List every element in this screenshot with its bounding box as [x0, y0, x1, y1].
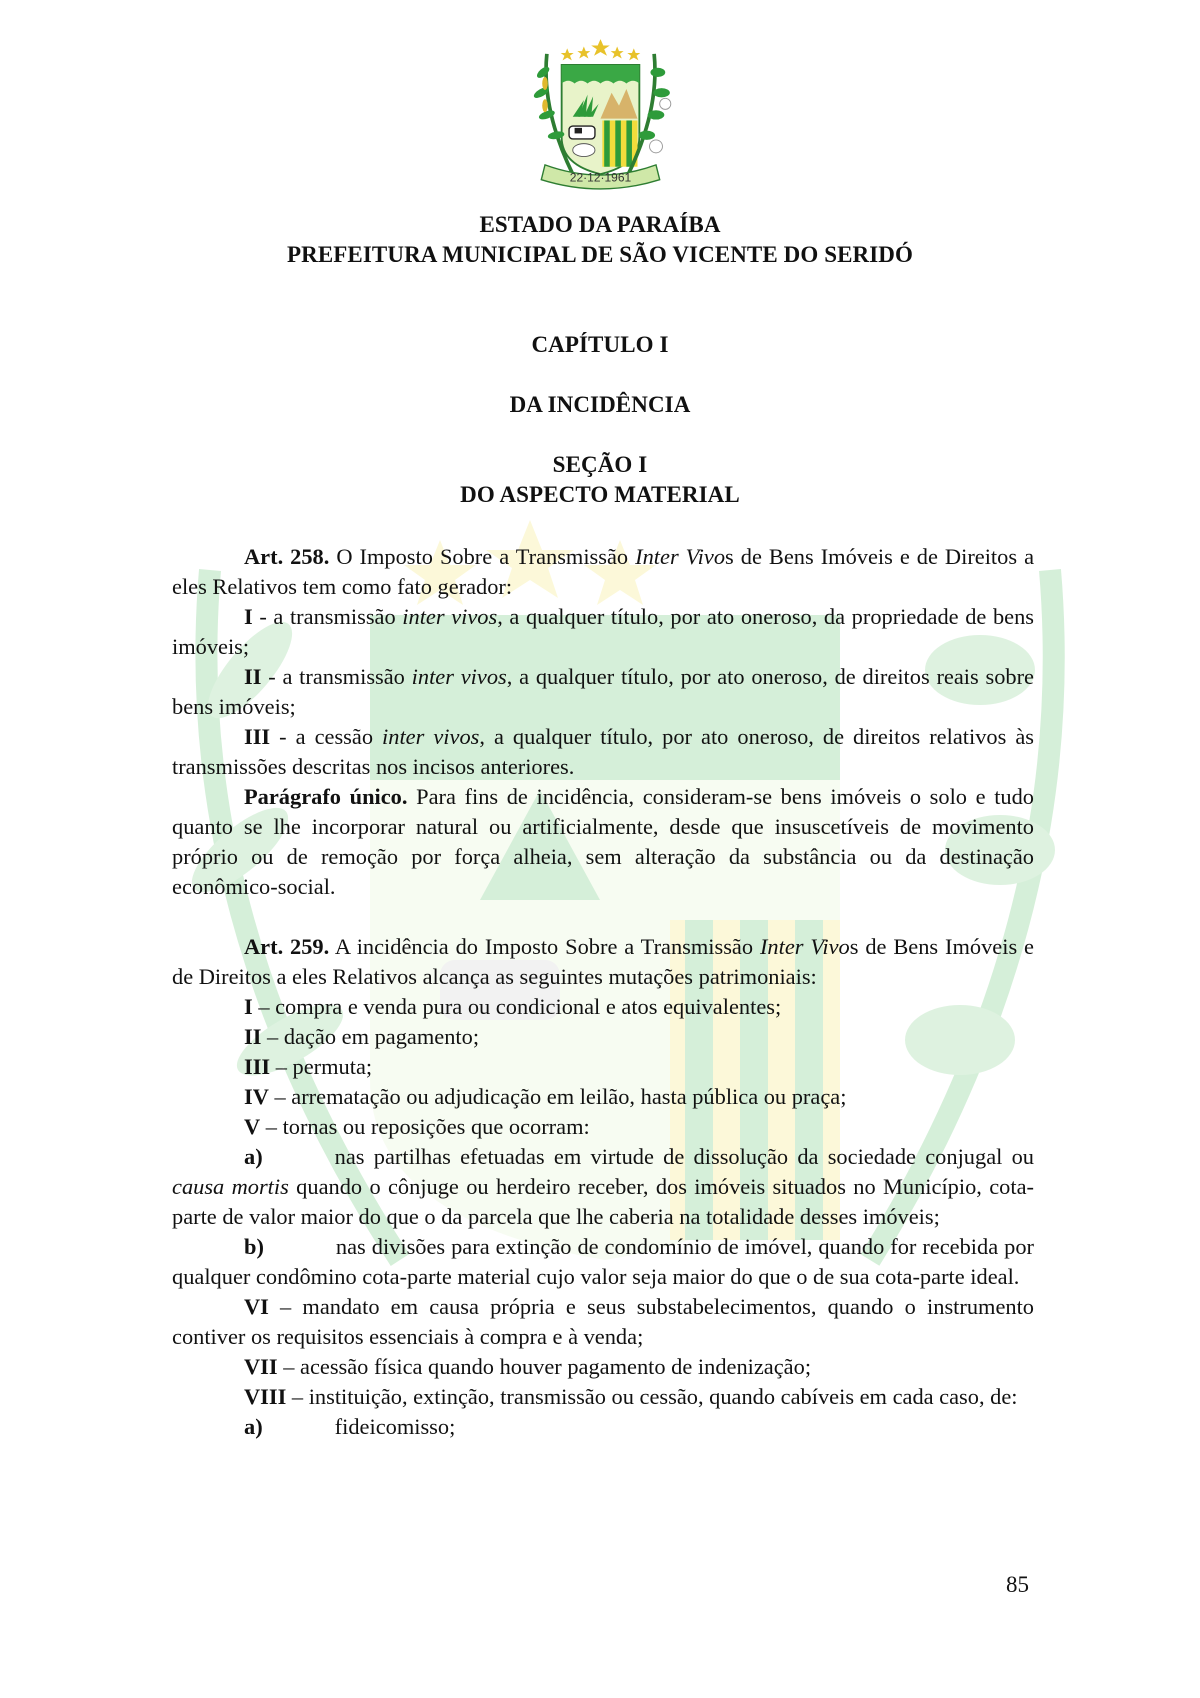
article-label: Art. 258.	[244, 544, 330, 569]
inciso: II – dação em pagamento;	[244, 1024, 480, 1049]
inciso: IV – arrematação ou adjudicação em leilão, hasta pública ou praça;	[244, 1084, 847, 1109]
inciso: III - a cessão inter vivos, a qualquer título, por ato oneroso, de direitos relativos às transmissões descritas nos incisos anteriores.	[172, 724, 1034, 779]
inciso: I – compra e venda pura ou condicional e atos equivalentes;	[244, 994, 782, 1019]
section-title: DO ASPECTO MATERIAL	[460, 482, 740, 507]
document-body	[172, 542, 1034, 1442]
article-258: Art. 258. O Imposto Sobre a Transmissão Inter Vivos de Bens Imóveis e de Direitos a eles Relativos tem como fato gerador:	[172, 544, 1035, 599]
inciso: II - a transmissão inter vivos, a qualquer título, por ato oneroso, de direitos reais sobre bens imóveis;	[172, 664, 1034, 719]
page-number: 85	[1006, 1572, 1029, 1597]
alinea: a) nas partilhas efetuadas em virtude de dissolução da sociedade conjugal ou causa mortis quando o cônjuge ou herdeiro receber, dos imóveis situados no Município, cota-parte de valor maior do que o da parcela que lhe caberia na totalidade desses imóveis;	[172, 1144, 1034, 1229]
inciso: V – tornas ou reposições que ocorram:	[244, 1114, 590, 1139]
alinea: b) nas divisões para extinção de condomínio de imóvel, quando for recebida por qualquer condômino cota-parte material cujo valor seja maior do que o de sua cota-parte ideal.	[172, 1234, 1034, 1289]
article-259: Art. 259. A incidência do Imposto Sobre a Transmissão Inter Vivos de Bens Imóveis e de Direitos a eles Relativos alcança as seguintes mutações patrimoniais:	[172, 934, 1034, 989]
inciso: VIII – instituição, extinção, transmissão ou cessão, quando cabíveis em cada caso, de:	[244, 1384, 1018, 1409]
coat-of-arms-icon	[508, 34, 693, 194]
chapter-title: DA INCIDÊNCIA	[509, 392, 691, 417]
crest-date: 22·12·1961	[569, 170, 632, 185]
inciso: III – permuta;	[244, 1054, 373, 1079]
inciso: VI – mandato em causa própria e seus substabelecimentos, quando o instrumento contiver os requisitos essenciais à compra e à venda;	[172, 1294, 1034, 1349]
inciso: I - a transmissão inter vivos, a qualquer título, por ato oneroso, da propriedade de bens imóveis;	[172, 604, 1035, 659]
alinea: a) fideicomisso;	[244, 1414, 456, 1439]
chapter-heading: CAPÍTULO I	[531, 332, 669, 357]
article-label: Art. 259.	[244, 934, 330, 959]
section-heading: SEÇÃO I	[552, 452, 648, 477]
paragrafo-unico: Parágrafo único. Para fins de incidência, consideram-se bens imóveis o solo e tudo quanto se lhe incorporar natural ou artificialmente, desde que insuscetíveis de movimento próprio ou de remoção por força alheia, sem alteração da substância ou da destinação econômico-social.	[172, 784, 1034, 899]
state-heading: ESTADO DA PARAÍBA	[479, 212, 721, 237]
inciso: VII – acessão física quando houver pagamento de indenização;	[244, 1354, 812, 1379]
municipality-heading: PREFEITURA MUNICIPAL DE SÃO VICENTE DO SERIDÓ	[286, 242, 914, 267]
